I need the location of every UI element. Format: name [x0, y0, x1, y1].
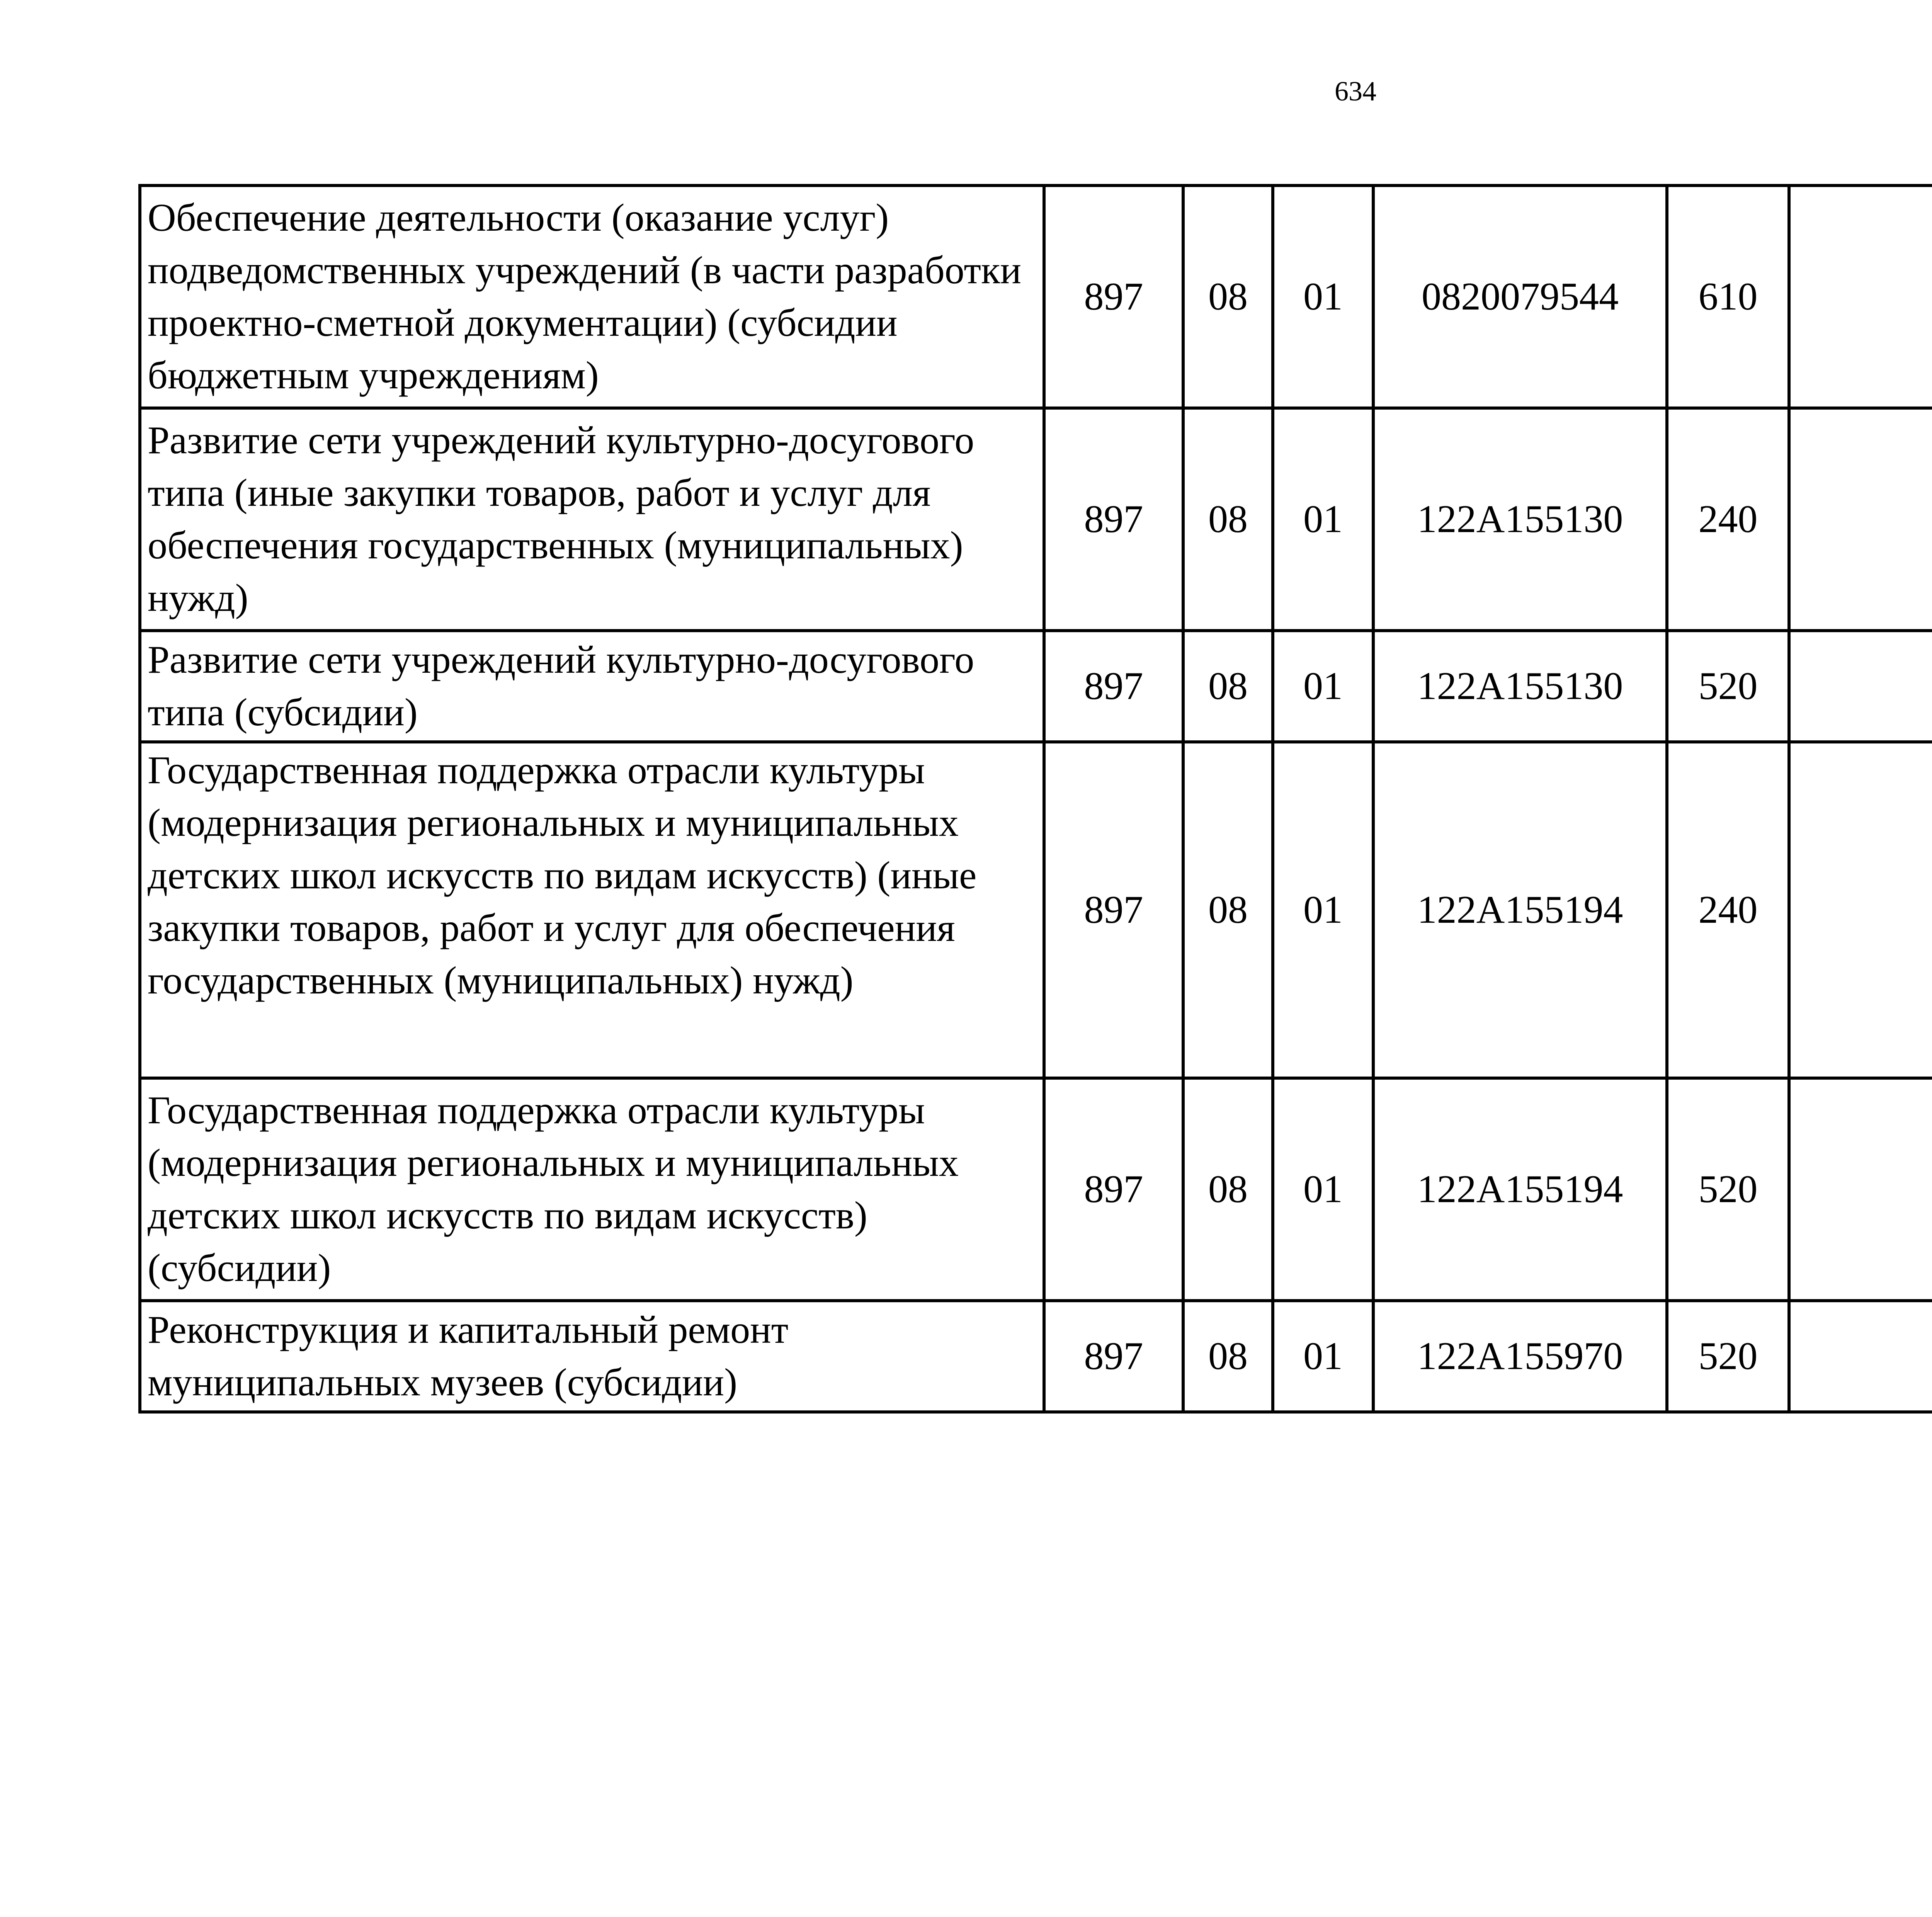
target-article-code: 122A155130: [1373, 631, 1667, 742]
target-article-code: 122A155130: [1373, 408, 1667, 631]
ministry-code: 897: [1044, 1301, 1183, 1412]
table-row: [140, 1078, 1932, 1301]
row-description: Государственная поддержка отрасли культуры (модернизация региональных и муниципальных детских школ искусств по видам искусств) (субсидии): [140, 1078, 1044, 1301]
subsection-code: 01: [1273, 1078, 1373, 1301]
target-article-code: 0820079544: [1373, 185, 1667, 408]
expense-type-code: 240: [1667, 408, 1789, 631]
target-article-code: 122A155194: [1373, 742, 1667, 1078]
subsection-code: 01: [1273, 1301, 1373, 1412]
expense-type-code: 610: [1667, 185, 1789, 408]
table-row: [140, 1301, 1932, 1412]
target-article-code: 122A155194: [1373, 1078, 1667, 1301]
section-code: 08: [1183, 1078, 1273, 1301]
expense-type-code: 520: [1667, 1301, 1789, 1412]
subsection-code: 01: [1273, 631, 1373, 742]
expense-type-code: 240: [1667, 742, 1789, 1078]
row-description: Государственная поддержка отрасли культуры (модернизация региональных и муниципальных детских школ искусств по видам искусств) (иные закупки товаров, работ и услуг для обеспечения государственных (муниципальных) нужд): [140, 742, 1044, 1078]
amount-cell-1: [1789, 185, 1932, 408]
page-number: 634: [1335, 76, 1376, 107]
table-row: [140, 631, 1932, 742]
section-code: 08: [1183, 185, 1273, 408]
expense-type-code: 520: [1667, 631, 1789, 742]
section-code: 08: [1183, 631, 1273, 742]
ministry-code: 897: [1044, 1078, 1183, 1301]
row-description: Развитие сети учреждений культурно-досугового типа (субсидии): [140, 631, 1044, 742]
budget-table: [138, 184, 1932, 1414]
subsection-code: 01: [1273, 408, 1373, 631]
row-description: Обеспечение деятельности (оказание услуг) подведомственных учреждений (в части разработки проектно-сметной документации) (субсидии бюджетным учреждениям): [140, 185, 1044, 408]
ministry-code: 897: [1044, 185, 1183, 408]
row-description: Реконструкция и капитальный ремонт муниципальных музеев (субсидии): [140, 1301, 1044, 1412]
expense-type-code: 520: [1667, 1078, 1789, 1301]
ministry-code: 897: [1044, 408, 1183, 631]
amount-cell-1: [1789, 408, 1932, 631]
subsection-code: 01: [1273, 185, 1373, 408]
amount-cell-1: [1789, 631, 1932, 742]
ministry-code: 897: [1044, 631, 1183, 742]
amount-cell-1: [1789, 742, 1932, 1078]
amount-cell-1: [1789, 1078, 1932, 1301]
table-row: [140, 742, 1932, 1078]
target-article-code: 122A155970: [1373, 1301, 1667, 1412]
subsection-code: 01: [1273, 742, 1373, 1078]
table-row: [140, 185, 1932, 408]
table-row: [140, 408, 1932, 631]
amount-cell-1: [1789, 1301, 1932, 1412]
section-code: 08: [1183, 742, 1273, 1078]
ministry-code: 897: [1044, 742, 1183, 1078]
section-code: 08: [1183, 408, 1273, 631]
section-code: 08: [1183, 1301, 1273, 1412]
row-description: Развитие сети учреждений культурно-досугового типа (иные закупки товаров, работ и услуг для обеспечения государственных (муниципальных) нужд): [140, 408, 1044, 631]
